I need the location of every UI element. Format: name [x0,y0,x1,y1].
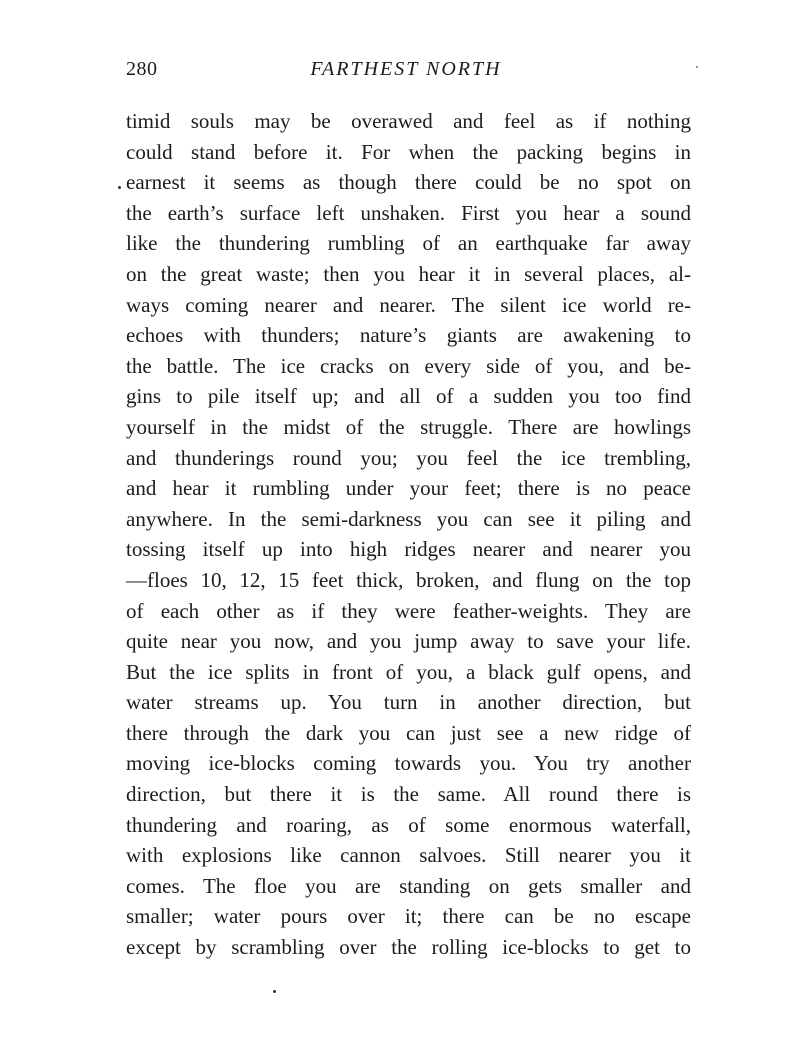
text-line: except by scrambling over the rolling ice-blocks to get to [126,935,691,960]
text-line: comes. The floe you are standing on gets smaller and [126,873,691,898]
text-line: and hear it rumbling under your feet; there is no peace [126,476,691,501]
text-line: timid souls may be overawed and feel as if nothing [126,109,691,133]
text-line: —floes 10, 12, 15 feet thick, broken, and flung on the top [126,567,691,592]
text-line: But the ice splits in front of you, a black gulf opens, and [126,659,691,684]
text-line: earnest it seems as though there could be no spot on [126,170,691,195]
text-line: water streams up. You turn in another direction, but [126,690,691,715]
text-line: yourself in the midst of the struggle. There are howlings [126,414,691,439]
text-line: ways coming nearer and nearer. The silent ice world re- [126,292,691,317]
text-line: of each other as if they were feather-weights. They are [126,598,691,623]
page-number: 280 [126,58,158,80]
running-head [126,58,686,88]
text-line: and thunderings round you; you feel the ice trembling, [126,445,691,470]
text-line: quite near you now, and you jump away to save your life. [126,629,691,654]
print-speck [118,186,121,189]
print-speck [273,990,276,993]
text-line: anywhere. In the semi-darkness you can see it piling and [126,506,691,531]
text-line: there through the dark you can just see a new ridge of [126,720,691,745]
text-line: direction, but there it is the same. All round there is [126,782,691,807]
text-line: gins to pile itself up; and all of a sudden you too find [126,384,691,409]
print-speck [696,66,698,68]
text-line: the battle. The ice cracks on every side of you, and be- [126,353,691,378]
text-line: thundering and roaring, as of some enormous waterfall, [126,812,691,837]
book-title: FARTHEST NORTH [310,58,502,80]
body-text [126,106,691,963]
text-line: with explosions like cannon salvoes. Still nearer you it [126,843,691,868]
text-line: like the thundering rumbling of an earthquake far away [126,231,691,256]
text-line: echoes with thunders; nature’s giants are awakening to [126,323,691,348]
text-line: could stand before it. For when the packing begins in [126,139,691,164]
text-line: the earth’s surface left unshaken. First you hear a sound [126,200,691,225]
text-line: smaller; water pours over it; there can be no escape [126,904,691,929]
text-line: moving ice-blocks coming towards you. You try another [126,751,691,776]
text-line: tossing itself up into high ridges nearer and nearer you [126,537,691,562]
text-line: on the great waste; then you hear it in several places, al- [126,261,691,286]
